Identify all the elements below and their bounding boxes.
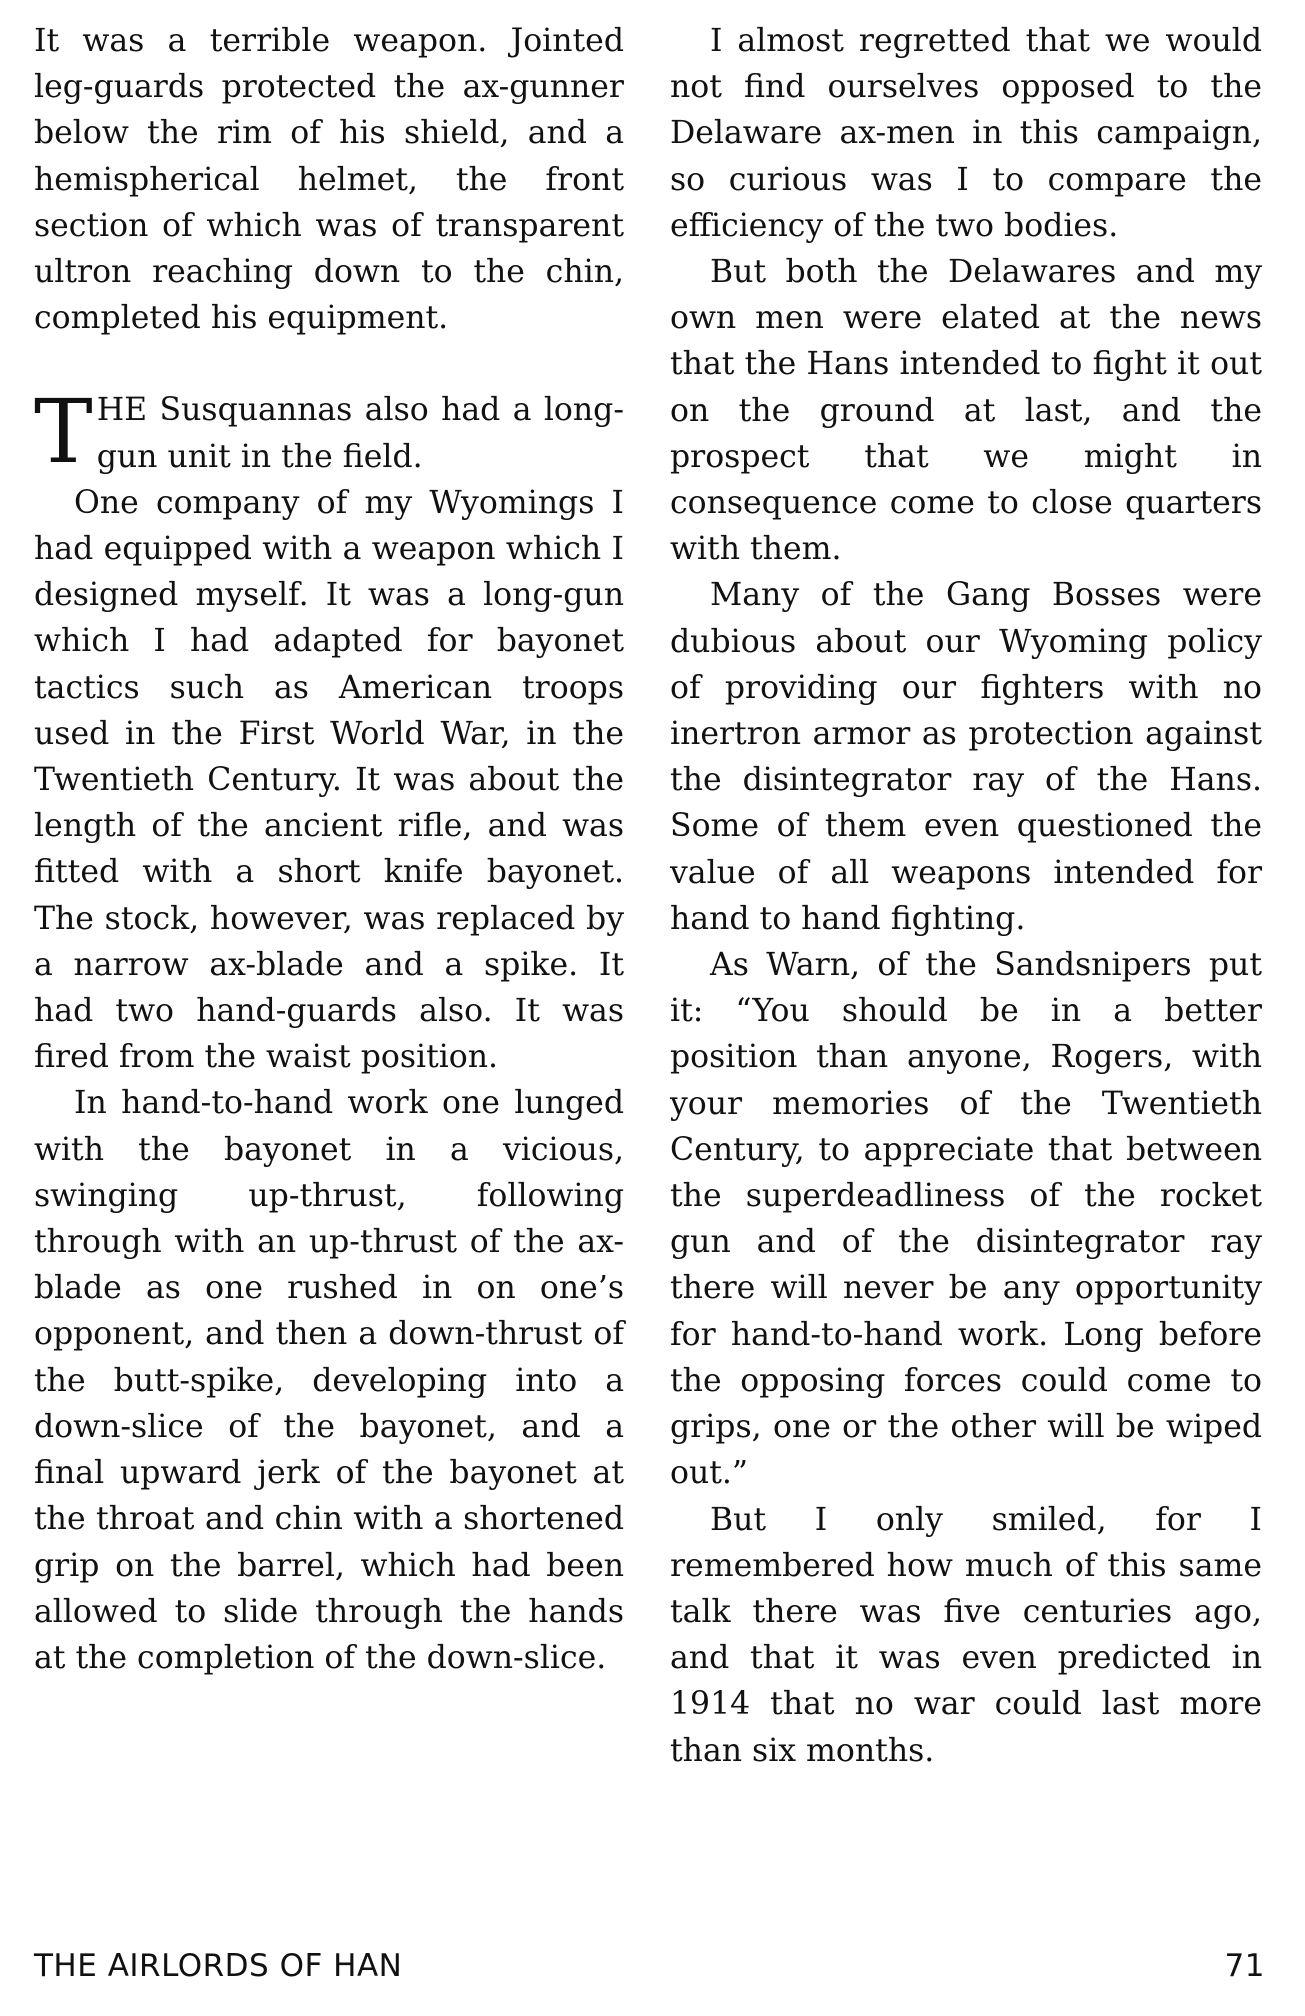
drop-cap-letter: T [34, 380, 93, 484]
running-footer-title: THE AIRLORDS OF HAN [34, 1948, 403, 1984]
paragraph-terrible-weapon: It was a terrible weapon. Jointed leg-guards protected the ax-gunner below the rim of his shield, and a hemispherical helmet, the front section of which was of transparent ultron reaching down to the chin, completed his equipment. [34, 23, 624, 337]
right-column [670, 18, 1262, 1774]
paragraph-warn-quote: As Warn, of the Sandsnipers put it: “You should be in a better position than anyone, Rogers, with your memories of the Twentieth Century, to appreciate that between the superdeadliness of the rocket gun and of the disintegrator ray there will never be any opportunity for hand-to-hand work. Long before the opposing forces could come to grips, one or the other will be wiped out.” [670, 947, 1262, 1492]
page-number: 71 [1224, 1948, 1265, 1984]
paragraph-delaware-ax-men: I almost regretted that we would not find ourselves opposed to the Delaware ax-men in this campaign, so curious was I to compare the efficiency of the two bodies. [670, 23, 1262, 244]
paragraph-only-smiled: But I only smiled, for I remembered how much of this same talk there was five centuries ago, and that it was even predicted in 1914 that no war could last more than six months. [670, 1501, 1262, 1769]
paragraph-hand-to-hand: In hand-to-hand work one lunged with the bayonet in a vicious, swinging up-thrust, following through with an up-thrust of the ax-blade as one rushed in on one’s opponent, and then a down-thrust of the butt-spike, developing into a down-slice of the bayonet, and a final upward jerk of the bayonet at the throat and chin with a shortened grip on the barrel, which had been allowed to slide through the hands at the completion of the down-slice. [34, 1085, 624, 1676]
paragraph-gang-bosses: Many of the Gang Bosses were dubious about our Wyoming policy of providing our fighters with no inertron armor as protection against the disintegrator ray of the Hans. Some of them even questioned the value of all weapons intended for hand to hand fighting. [670, 577, 1262, 937]
paragraph-susquannas [34, 380, 624, 484]
left-column [34, 18, 624, 1681]
paragraph-long-gun-design: One company of my Wyomings I had equipped with a weapon which I designed myself. It was a long-gun which I had adapted for bayonet tactics such as American troops used in the First World War, in the Twentieth Century. It was about the length of the ancient rifle, and was fitted with a short knife bayonet. The stock, however, was replaced by a narrow ax-blade and a spike. It had two hand-guards also. It was fired from the waist position. [34, 484, 624, 1076]
dropcap-paragraph-text: HE Susquannas also had a long-gun unit in the field. [96, 392, 624, 475]
paragraph-elated-news: But both the Delawares and my own men were elated at the news that the Hans intended to fight it out on the ground at last, and the prospect that we might in consequence come to close quarters with them. [670, 254, 1262, 568]
section-break [34, 341, 624, 387]
